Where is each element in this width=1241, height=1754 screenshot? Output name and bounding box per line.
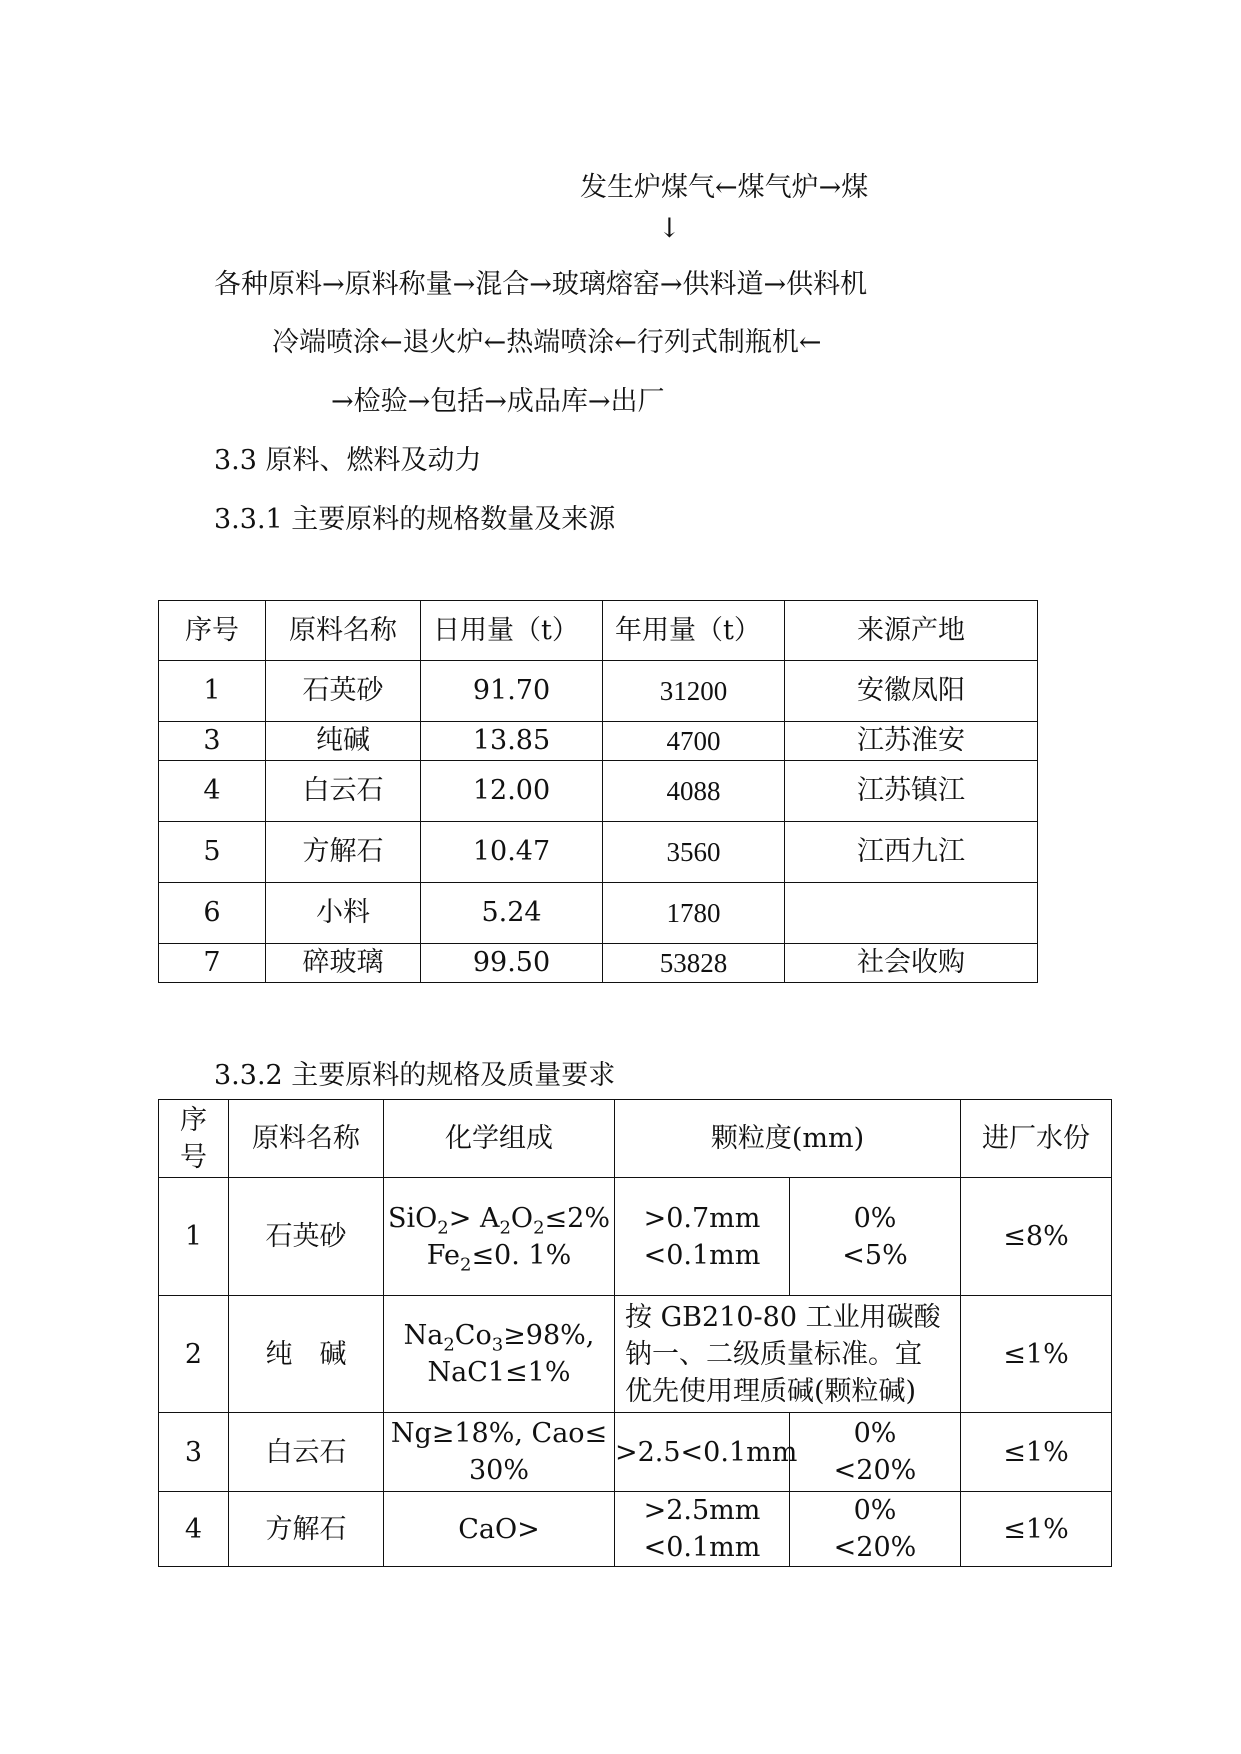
cell-daily-usage: 5.24 — [421, 883, 603, 944]
header-material-name: 原料名称 — [266, 601, 421, 661]
grain-percent: 0% — [853, 1202, 897, 1234]
header-grain-size: 颗粒度(mm) — [615, 1100, 961, 1178]
grain-percent: <20% — [833, 1455, 917, 1486]
chem-text: Co — [454, 1320, 492, 1351]
header-index — [159, 1100, 229, 1178]
cell-water-content: ≤1% — [961, 1413, 1112, 1492]
cell-grain-size — [615, 1178, 790, 1296]
grain-standard-line: 优先使用理质碱(颗粒碱) — [625, 1375, 917, 1407]
cell-source: 社会收购 — [785, 944, 1038, 983]
table-header-row — [159, 601, 1038, 661]
cell-index: 2 — [159, 1296, 229, 1413]
cell-annual-usage: 53828 — [603, 944, 785, 983]
cell-source — [785, 883, 1038, 944]
cell-annual-usage: 4700 — [603, 722, 785, 761]
cell-material-name: 石英砂 — [266, 661, 421, 722]
table-header-row — [159, 1100, 1112, 1178]
table-row — [159, 944, 1038, 983]
cell-water-content: ≤1% — [961, 1296, 1112, 1413]
chem-text: SiO — [388, 1202, 438, 1234]
chem-subscript: 2 — [499, 1216, 511, 1238]
flow-line-2: 各种原料→原料称量→混合→玻璃熔窑→供料道→供料机 — [214, 269, 868, 300]
grain-percent: <5% — [842, 1239, 908, 1271]
chem-text: Na — [403, 1320, 444, 1351]
table-row — [159, 761, 1038, 822]
chem-text: ≥98%, — [503, 1320, 595, 1351]
grain-standard-line: 按 GB210-80 工业用碳酸 — [625, 1301, 941, 1333]
table-row — [159, 1413, 1112, 1492]
cell-material-name: 方解石 — [266, 822, 421, 883]
cell-index: 4 — [159, 761, 266, 822]
chem-subscript: 3 — [491, 1334, 504, 1356]
cell-material-name: 纯 碱 — [229, 1296, 384, 1413]
header-index: 序号 — [159, 601, 266, 661]
cell-index: 1 — [159, 1178, 229, 1296]
table-row — [159, 822, 1038, 883]
header-chemical-composition: 化学组成 — [384, 1100, 615, 1178]
heading-3-3-1: 3.3.1 主要原料的规格数量及来源 — [214, 504, 616, 535]
cell-source: 江西九江 — [785, 822, 1038, 883]
table-row — [159, 1492, 1112, 1567]
chem-text: ≤2% — [544, 1202, 610, 1234]
cell-daily-usage: 12.00 — [421, 761, 603, 822]
cell-daily-usage: 99.50 — [421, 944, 603, 983]
cell-annual-usage: 1780 — [603, 883, 785, 944]
grain-standard-line: 钠一、二级质量标准。宜 — [625, 1338, 922, 1370]
cell-daily-usage: 10.47 — [421, 822, 603, 883]
flow-line-1: 发生炉煤气←煤气炉→煤 — [580, 172, 869, 203]
table-row — [159, 883, 1038, 944]
chem-text: O — [510, 1202, 534, 1234]
grain-percent: 0% — [853, 1418, 897, 1449]
table-row — [159, 722, 1038, 761]
flow-line-3: 冷端喷涂←退火炉←热端喷涂←行列式制瓶机← — [272, 327, 822, 358]
cell-grain-size: >2.5<0.1mm — [615, 1413, 790, 1492]
chem-line: 30% — [468, 1455, 529, 1486]
cell-index: 1 — [159, 661, 266, 722]
chem-subscript: 2 — [443, 1334, 455, 1356]
chem-text: Fe — [426, 1239, 460, 1271]
grain-value: >0.7mm — [643, 1202, 761, 1234]
raw-material-quality-table — [158, 1099, 1112, 1567]
header-source: 来源产地 — [785, 601, 1038, 661]
cell-grain-size — [615, 1492, 790, 1567]
chem-line: Ng≥18%, Cao≤ — [390, 1418, 608, 1449]
cell-daily-usage: 91.70 — [421, 661, 603, 722]
cell-material-name: 小料 — [266, 883, 421, 944]
header-index-top: 序 — [180, 1104, 207, 1136]
cell-source: 安徽凤阳 — [785, 661, 1038, 722]
cell-grain-standard — [615, 1296, 961, 1413]
cell-material-name: 方解石 — [229, 1492, 384, 1567]
chem-line — [384, 1237, 614, 1274]
cell-material-name: 白云石 — [266, 761, 421, 822]
cell-index: 3 — [159, 722, 266, 761]
cell-chemical-composition — [384, 1178, 615, 1296]
cell-chemical-composition — [384, 1296, 615, 1413]
header-material-name: 原料名称 — [229, 1100, 384, 1178]
chem-subscript: 2 — [533, 1216, 545, 1238]
chem-text: ≤0. 1% — [471, 1239, 572, 1271]
grain-value: <0.1mm — [643, 1532, 761, 1563]
chem-line — [384, 1317, 614, 1354]
cell-chemical-composition — [384, 1413, 615, 1492]
cell-annual-usage: 31200 — [603, 661, 785, 722]
cell-material-name: 碎玻璃 — [266, 944, 421, 983]
grain-percent: <20% — [833, 1532, 917, 1563]
flow-line-4: →检验→包括→成品库→出厂 — [331, 386, 665, 417]
cell-chemical-composition: CaO> — [384, 1492, 615, 1567]
heading-3-3: 3.3 原料、燃料及动力 — [214, 445, 482, 476]
cell-annual-usage: 3560 — [603, 822, 785, 883]
cell-material-name: 石英砂 — [229, 1178, 384, 1296]
chem-text: > A — [448, 1202, 500, 1234]
cell-grain-percent — [790, 1178, 961, 1296]
cell-daily-usage: 13.85 — [421, 722, 603, 761]
cell-index: 4 — [159, 1492, 229, 1567]
grain-value: >2.5mm — [643, 1495, 761, 1526]
chem-line: NaC1≤1% — [427, 1357, 571, 1388]
grain-value: <0.1mm — [643, 1239, 761, 1271]
cell-material-name: 纯碱 — [266, 722, 421, 761]
heading-3-3-2: 3.3.2 主要原料的规格及质量要求 — [214, 1060, 616, 1091]
cell-index: 5 — [159, 822, 266, 883]
cell-grain-percent — [790, 1492, 961, 1567]
table-row — [159, 661, 1038, 722]
header-water-content: 进厂水份 — [961, 1100, 1112, 1178]
header-index-bottom: 号 — [180, 1141, 207, 1173]
cell-source: 江苏镇江 — [785, 761, 1038, 822]
cell-index: 6 — [159, 883, 266, 944]
cell-grain-percent — [790, 1413, 961, 1492]
raw-material-quantity-table — [158, 600, 1038, 983]
flow-arrow-down: ↓ — [658, 213, 681, 244]
table-row — [159, 1178, 1112, 1296]
header-annual-usage: 年用量（t） — [603, 601, 785, 661]
header-daily-usage: 日用量（t） — [421, 601, 603, 661]
cell-water-content: ≤1% — [961, 1492, 1112, 1567]
cell-water-content: ≤8% — [961, 1178, 1112, 1296]
cell-annual-usage: 4088 — [603, 761, 785, 822]
chem-subscript: 2 — [459, 1253, 472, 1275]
cell-index: 7 — [159, 944, 266, 983]
cell-index: 3 — [159, 1413, 229, 1492]
cell-material-name: 白云石 — [229, 1413, 384, 1492]
grain-percent: 0% — [853, 1495, 897, 1526]
chem-subscript: 2 — [437, 1216, 449, 1238]
table-row — [159, 1296, 1112, 1413]
cell-source: 江苏淮安 — [785, 722, 1038, 761]
chem-line — [384, 1200, 614, 1237]
